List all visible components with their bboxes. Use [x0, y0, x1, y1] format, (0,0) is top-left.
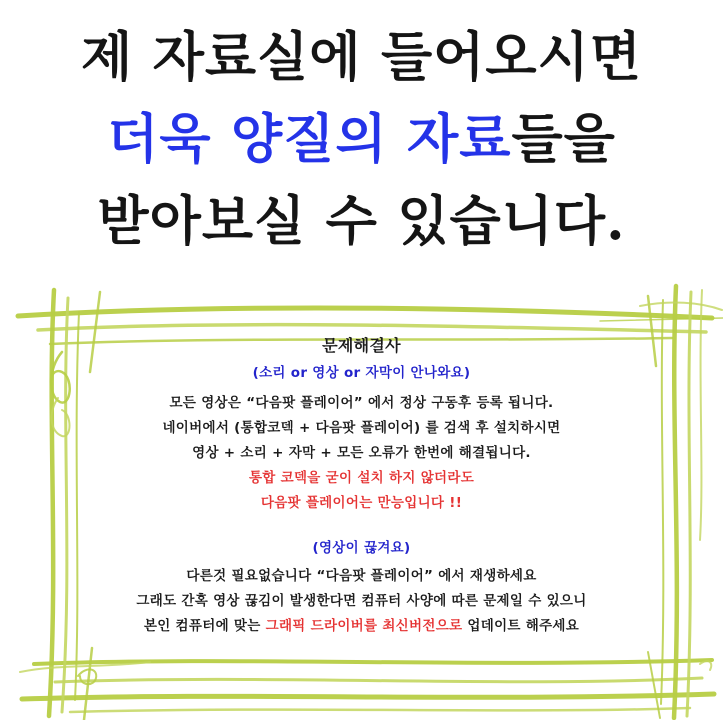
- body-line: 그래도 간혹 영상 끊김이 발생한다면 컴퓨터 사양에 따른 문제일 수 있으니: [136, 593, 587, 609]
- headline-line-3: 받아보실 수 있습니다.: [97, 190, 626, 252]
- alert-line: 다음팟 플레이어는 만능입니다 !!: [260, 495, 463, 511]
- body-line: 모든 영상은 “다음팟 플레이어” 에서 정상 구동후 등록 됩니다.: [169, 395, 554, 411]
- alert-line: 통합 코덱을 굳이 설치 하지 않더라도: [248, 470, 475, 486]
- body-line: 영상 + 소리 + 자막 + 모든 오류가 한번에 해결됩니다.: [192, 445, 531, 461]
- headline-line-1: 제 자료실에 들어오시면: [81, 26, 642, 88]
- body-line-mixed: [0, 618, 723, 635]
- headline-line-2-blue: 더욱 양질의 자료: [107, 108, 512, 170]
- body-line-red: 그래픽 드라이버를 최신버전으로: [265, 618, 463, 634]
- headline-line-2-black: 들을: [511, 108, 616, 170]
- body-line: 네이버에서 (통합코덱 + 다음팟 플레이어) 를 검색 후 설치하시면: [162, 420, 561, 436]
- section-heading-no-sound: (소리 or 영상 or 자막이 안나와요): [252, 365, 471, 381]
- body-line-black: 업데이트 해주세요: [462, 618, 580, 634]
- body-line: 다른것 필요없습니다 “다음팟 플레이어” 에서 재생하세요: [186, 568, 537, 584]
- section-heading-stutter: (영상이 끊겨요): [312, 540, 411, 556]
- body-line-black: 본인 컴퓨터에 맞는: [143, 618, 266, 634]
- troubleshooting-panel: [0, 336, 723, 643]
- panel-title: 문제해결사: [322, 336, 401, 355]
